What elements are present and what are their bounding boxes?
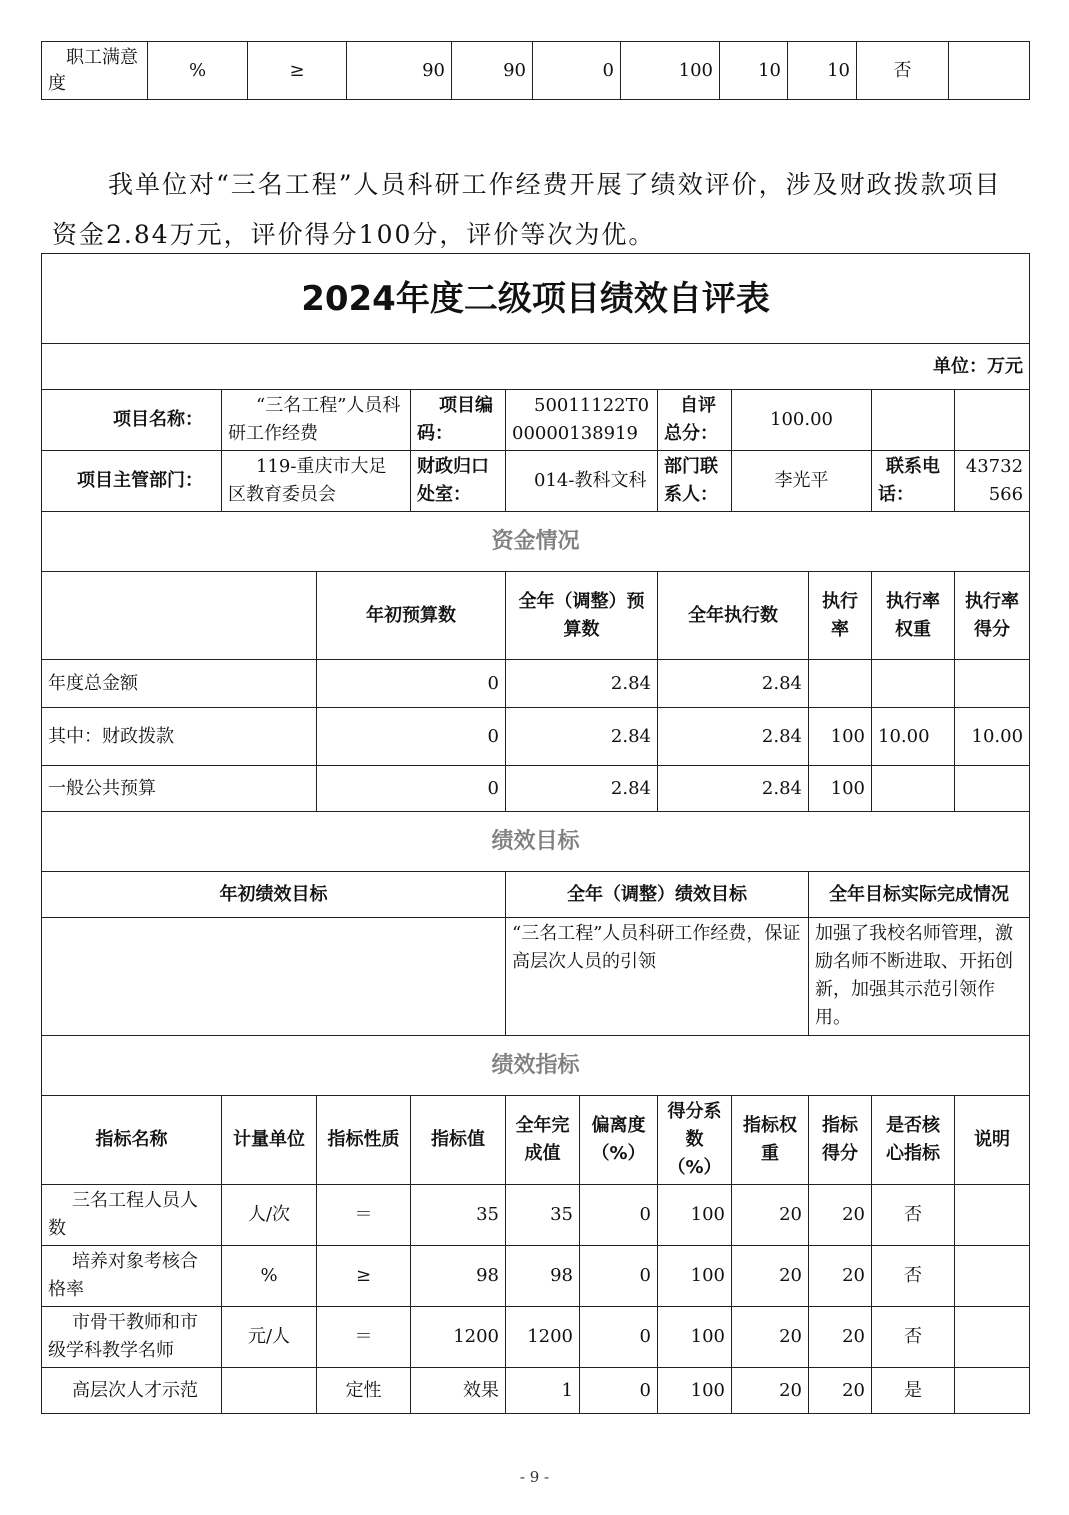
phone-label: 联系电话：: [872, 451, 955, 512]
phone: 43732566: [955, 451, 1030, 512]
indicator-nature: 定性: [317, 1368, 411, 1414]
funds-rate-score: [955, 766, 1030, 812]
funds-rate-weight: [872, 766, 955, 812]
dept-label: 项目主管部门：: [42, 451, 222, 512]
indicator-name: 市骨干教师和市级学科教学名师: [42, 1307, 222, 1368]
indicators-section-title: 绩效指标: [42, 1036, 1030, 1096]
funds-executed: 2.84: [658, 660, 809, 708]
indicator-weight: 20: [732, 1246, 809, 1307]
funds-section-title: 资金情况: [42, 512, 1030, 572]
indicator-coefficient: 100: [621, 42, 720, 100]
indicator-core: 否: [857, 42, 949, 100]
unit-label: 单位：万元: [42, 344, 1030, 390]
funds-header-initial: 年初预算数: [317, 572, 506, 660]
indicator-coefficient: 100: [658, 1307, 732, 1368]
indicator-name: 三名工程人员人数: [42, 1185, 222, 1246]
indicator-coefficient: 100: [658, 1368, 732, 1414]
indicator-actual: 1: [506, 1368, 580, 1414]
indicator-unit: 元/人: [222, 1307, 317, 1368]
indicator-coefficient: 100: [658, 1246, 732, 1307]
indicator-core: 是: [872, 1368, 955, 1414]
indicator-unit: %: [148, 42, 248, 100]
funds-initial: 0: [317, 766, 506, 812]
form-title: 2024年度二级项目绩效自评表: [42, 254, 1030, 344]
funds-initial: 0: [317, 708, 506, 766]
indicator-name: 培养对象考核合格率: [42, 1246, 222, 1307]
funds-adjusted: 2.84: [506, 660, 658, 708]
indicator-core: 否: [872, 1185, 955, 1246]
indicator-target: 35: [411, 1185, 506, 1246]
indicator-weight: 20: [732, 1185, 809, 1246]
indicator-header-target: 指标值: [411, 1096, 506, 1185]
goals-initial: [42, 918, 506, 1036]
funds-header-executed: 全年执行数: [658, 572, 809, 660]
funds-rate-weight: 10.00: [872, 708, 955, 766]
funds-row-label: 其中：财政拨款: [42, 708, 317, 766]
indicator-deviation: 0: [533, 42, 621, 100]
indicator-header-core: 是否核心指标: [872, 1096, 955, 1185]
indicator-coefficient: 100: [658, 1185, 732, 1246]
indicator-actual: 90: [452, 42, 533, 100]
indicator-header-unit: 计量单位: [222, 1096, 317, 1185]
indicator-target: 98: [411, 1246, 506, 1307]
goals-header-actual: 全年目标实际完成情况: [809, 872, 1030, 918]
funds-row-label: 年度总金额: [42, 660, 317, 708]
indicator-target: 效果: [411, 1368, 506, 1414]
table-row: [42, 1368, 1030, 1414]
goals-header-initial: 年初绩效目标: [42, 872, 506, 918]
self-score: 100.00: [732, 390, 872, 451]
table-row: [42, 1246, 1030, 1307]
indicator-note: [955, 1368, 1030, 1414]
indicator-score: 20: [809, 1368, 872, 1414]
project-code-label: 项目编码：: [411, 390, 506, 451]
indicator-deviation: 0: [580, 1185, 658, 1246]
goals-header-adjusted: 全年（调整）绩效目标: [506, 872, 809, 918]
indicator-deviation: 0: [580, 1368, 658, 1414]
indicator-note: [955, 1246, 1030, 1307]
indicator-unit: %: [222, 1246, 317, 1307]
table-row: [42, 42, 1030, 100]
summary-paragraph: 我单位对“三名工程”人员科研工作经费开展了绩效评价，涉及财政拨款项目资金2.84万元，评价得分100分，评价等次为优。: [52, 170, 1002, 249]
table-row: [42, 708, 1030, 766]
funds-rate-weight: [872, 660, 955, 708]
empty-cell: [955, 390, 1030, 451]
funds-executed: 2.84: [658, 766, 809, 812]
indicator-name: 职工满意度: [42, 42, 148, 100]
indicator-score: 20: [809, 1307, 872, 1368]
funds-rate: 100: [809, 708, 872, 766]
table-row: [42, 1307, 1030, 1368]
indicator-target: 1200: [411, 1307, 506, 1368]
funds-executed: 2.84: [658, 708, 809, 766]
indicator-weight: 20: [732, 1307, 809, 1368]
indicator-weight: 10: [720, 42, 788, 100]
indicator-header-name: 指标名称: [42, 1096, 222, 1185]
funds-rate-score: 10.00: [955, 708, 1030, 766]
funds-row-label: 一般公共预算: [42, 766, 317, 812]
funds-header-rate: 执行率: [809, 572, 872, 660]
funds-initial: 0: [317, 660, 506, 708]
indicator-header-note: 说明: [955, 1096, 1030, 1185]
funds-header-blank: [42, 572, 317, 660]
indicator-core: 否: [872, 1246, 955, 1307]
table-row: [42, 766, 1030, 812]
previous-indicator-table: [41, 41, 1030, 100]
table-row: [42, 1185, 1030, 1246]
indicator-core: 否: [872, 1307, 955, 1368]
indicator-nature: ＝: [317, 1307, 411, 1368]
indicator-note: [955, 1185, 1030, 1246]
indicator-target: 90: [347, 42, 452, 100]
indicator-note: [955, 1307, 1030, 1368]
goals-section-title: 绩效目标: [42, 812, 1030, 872]
funds-rate: 100: [809, 766, 872, 812]
funds-header-rate-weight: 执行率权重: [872, 572, 955, 660]
indicator-score: 20: [809, 1246, 872, 1307]
indicator-header-weight: 指标权重: [732, 1096, 809, 1185]
project-name-label: 项目名称：: [42, 390, 222, 451]
funds-header-rate-score: 执行率得分: [955, 572, 1030, 660]
indicator-header-actual: 全年完成值: [506, 1096, 580, 1185]
indicator-weight: 20: [732, 1368, 809, 1414]
project-name: “三名工程”人员科研工作经费: [222, 390, 411, 451]
funds-rate: [809, 660, 872, 708]
indicator-score: 20: [809, 1185, 872, 1246]
dept: 119-重庆市大足区教育委员会: [222, 451, 411, 512]
self-evaluation-form: [41, 253, 1030, 1414]
contact-label: 部门联系人：: [658, 451, 732, 512]
indicator-header-deviation: 偏离度（%）: [580, 1096, 658, 1185]
finance-office-label: 财政归口处室：: [411, 451, 506, 512]
indicator-deviation: 0: [580, 1246, 658, 1307]
finance-office: 014-教科文科: [506, 451, 658, 512]
indicator-name: 高层次人才示范: [42, 1368, 222, 1414]
page-number: - 9 -: [519, 1468, 550, 1486]
funds-adjusted: 2.84: [506, 766, 658, 812]
empty-cell: [872, 390, 955, 451]
table-row: [42, 660, 1030, 708]
indicator-nature: ＝: [317, 1185, 411, 1246]
indicator-note: [949, 42, 1030, 100]
indicator-unit: [222, 1368, 317, 1414]
indicator-header-nature: 指标性质: [317, 1096, 411, 1185]
indicator-actual: 35: [506, 1185, 580, 1246]
funds-adjusted: 2.84: [506, 708, 658, 766]
project-code: 50011122T000000138919: [506, 390, 658, 451]
self-score-label: 自评总分：: [658, 390, 732, 451]
funds-header-adjusted: 全年（调整）预算数: [506, 572, 658, 660]
indicator-score: 10: [788, 42, 857, 100]
indicator-header-score: 指标得分: [809, 1096, 872, 1185]
goals-actual: 加强了我校名师管理，激励名师不断进取、开拓创新，加强其示范引领作用。: [809, 918, 1030, 1036]
indicator-unit: 人/次: [222, 1185, 317, 1246]
contact: 李光平: [732, 451, 872, 512]
indicator-deviation: 0: [580, 1307, 658, 1368]
indicator-actual: 98: [506, 1246, 580, 1307]
indicator-nature: ≥: [248, 42, 347, 100]
indicator-header-coefficient: 得分系数（%）: [658, 1096, 732, 1185]
funds-rate-score: [955, 660, 1030, 708]
indicator-actual: 1200: [506, 1307, 580, 1368]
indicator-nature: ≥: [317, 1246, 411, 1307]
goals-adjusted: “三名工程”人员科研工作经费，保证高层次人员的引领: [506, 918, 809, 1036]
